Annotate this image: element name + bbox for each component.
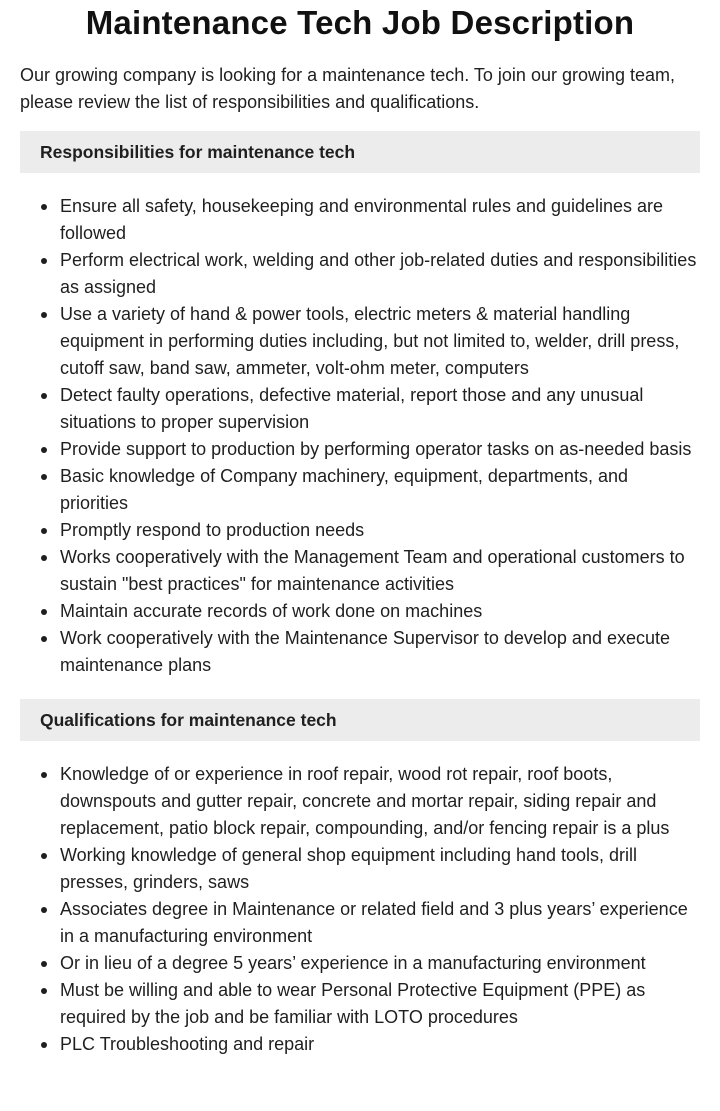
list-item: Knowledge of or experience in roof repair, wood rot repair, roof boots, downspouts and gutter repair, concrete and mortar repair, siding repair and replacement, patio block repair, compounding, and/or fencing repair is a plus: [60, 761, 700, 842]
list-item: Work cooperatively with the Maintenance Supervisor to develop and execute maintenance plans: [60, 625, 700, 679]
list-item: Perform electrical work, welding and other job-related duties and responsibilities as assigned: [60, 247, 700, 301]
qualifications-heading: Qualifications for maintenance tech: [20, 699, 700, 741]
responsibilities-list: [20, 193, 700, 679]
responsibilities-heading: Responsibilities for maintenance tech: [20, 131, 700, 173]
list-item: Provide support to production by performing operator tasks on as-needed basis: [60, 436, 700, 463]
list-item: Maintain accurate records of work done on machines: [60, 598, 700, 625]
list-item: Associates degree in Maintenance or related field and 3 plus years’ experience in a manufacturing environment: [60, 896, 700, 950]
list-item: Or in lieu of a degree 5 years’ experience in a manufacturing environment: [60, 950, 700, 977]
list-item: PLC Troubleshooting and repair: [60, 1031, 700, 1058]
list-item: Working knowledge of general shop equipment including hand tools, drill presses, grinders, saws: [60, 842, 700, 896]
list-item: Use a variety of hand & power tools, electric meters & material handling equipment in performing duties including, but not limited to, welder, drill press, cutoff saw, band saw, ammeter, volt-ohm meter, computers: [60, 301, 700, 382]
list-item: Basic knowledge of Company machinery, equipment, departments, and priorities: [60, 463, 700, 517]
intro-paragraph: Our growing company is looking for a maintenance tech. To join our growing team, please review the list of responsibilities and qualifications.: [20, 65, 676, 112]
list-item: Must be willing and able to wear Personal Protective Equipment (PPE) as required by the job and be familiar with LOTO procedures: [60, 977, 700, 1031]
list-item: Ensure all safety, housekeeping and environmental rules and guidelines are followed: [60, 193, 700, 247]
list-item: Works cooperatively with the Management Team and operational customers to sustain "best practices" for maintenance activities: [60, 544, 700, 598]
list-item: Promptly respond to production needs: [60, 517, 700, 544]
list-item: Detect faulty operations, defective material, report those and any unusual situations to proper supervision: [60, 382, 700, 436]
qualifications-list: [20, 761, 700, 1058]
page-title: Maintenance Tech Job Description: [85, 4, 635, 41]
